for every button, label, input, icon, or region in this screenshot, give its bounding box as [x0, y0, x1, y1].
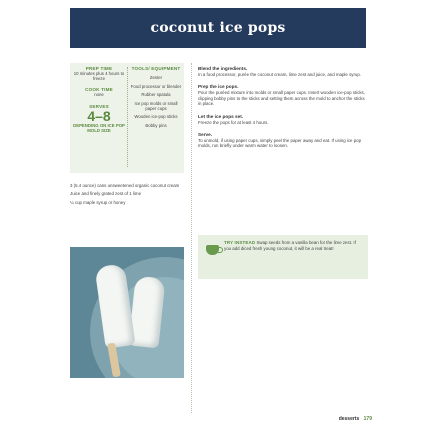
ingredient-item: Juice and finely grated zest of 1 lime	[70, 191, 142, 197]
page-title: coconut ice pops	[150, 20, 286, 36]
ingredient-item: 3 (5.4 ounce) cans unsweetened organic coconut cream	[70, 183, 180, 188]
tool-item: Zester	[149, 75, 163, 80]
serves-value: 4–8	[87, 107, 111, 124]
step-title: Blend the ingredients.	[198, 66, 248, 71]
tool-item: Food processor or blender	[130, 83, 182, 89]
step-title: Serve.	[198, 132, 213, 138]
ingredient-item: ¼ cup maple syrup or honey	[70, 199, 126, 205]
tool-item: Wooden ice-pop sticks	[134, 114, 178, 119]
method-steps	[198, 66, 368, 156]
step-title: Let the ice pops set.	[198, 113, 244, 119]
method-step	[198, 114, 368, 125]
step-text: Pour the puréed mixture into molds or small paper cups. Insert wooden ice-pop sticks, clipping bobby pins to the sticks and setting them across the mold to anchor the sticks in place.	[198, 90, 365, 107]
tool-item: Rubber spatula	[141, 92, 171, 97]
tools-column	[130, 66, 182, 131]
tool-item: Ice pop molds or small paper cups	[134, 100, 178, 111]
ice-pops-photo	[70, 247, 184, 378]
method-step	[198, 66, 368, 77]
method-step	[198, 84, 368, 106]
try-instead-box	[198, 235, 368, 279]
page-footer	[300, 416, 372, 422]
step-text: To unmold, if using paper cups, simply peel the paper away and eat. If using ice pop molds, run briefly under warm water to loosen.	[198, 138, 362, 149]
tip-label: TRY INSTEAD	[224, 240, 256, 245]
serves-note: DEPENDING ON ICE POP MOLD SIZE	[73, 122, 125, 133]
prep-time-value: 10 minutes plus 4 hours to freeze	[73, 71, 125, 82]
step-text: In a food processor, purée the coconut cream, lime zest and juice, and maple syrup.	[198, 72, 362, 77]
column-divider	[191, 63, 192, 413]
method-step	[198, 132, 368, 149]
prep-time-label: PREP TIME	[85, 66, 113, 71]
page-number: 179	[363, 416, 372, 422]
timing-column	[72, 66, 126, 133]
step-text: Freeze the pops for at least 4 hours.	[198, 119, 269, 125]
step-title: Prep the ice pops.	[198, 84, 239, 90]
mug-icon	[206, 245, 219, 255]
ingredients-list	[70, 183, 184, 208]
recipe-info-panel	[70, 63, 184, 173]
section-name: desserts	[338, 416, 360, 422]
title-banner	[70, 8, 366, 48]
tool-item: Bobby pins	[145, 122, 167, 128]
tools-label: TOOLS/ EQUIPMENT	[131, 66, 181, 71]
info-divider	[127, 67, 128, 167]
cook-time-label: COOK TIME	[85, 87, 113, 93]
tip-body: Swap seeds from a vanilla bean for the lime zest. If you add diced fresh young coconut, it will be a real treat!	[224, 240, 356, 251]
tip-text	[224, 240, 363, 251]
cook-time-value: none	[94, 92, 104, 98]
serves-label: SERVES	[89, 103, 109, 109]
